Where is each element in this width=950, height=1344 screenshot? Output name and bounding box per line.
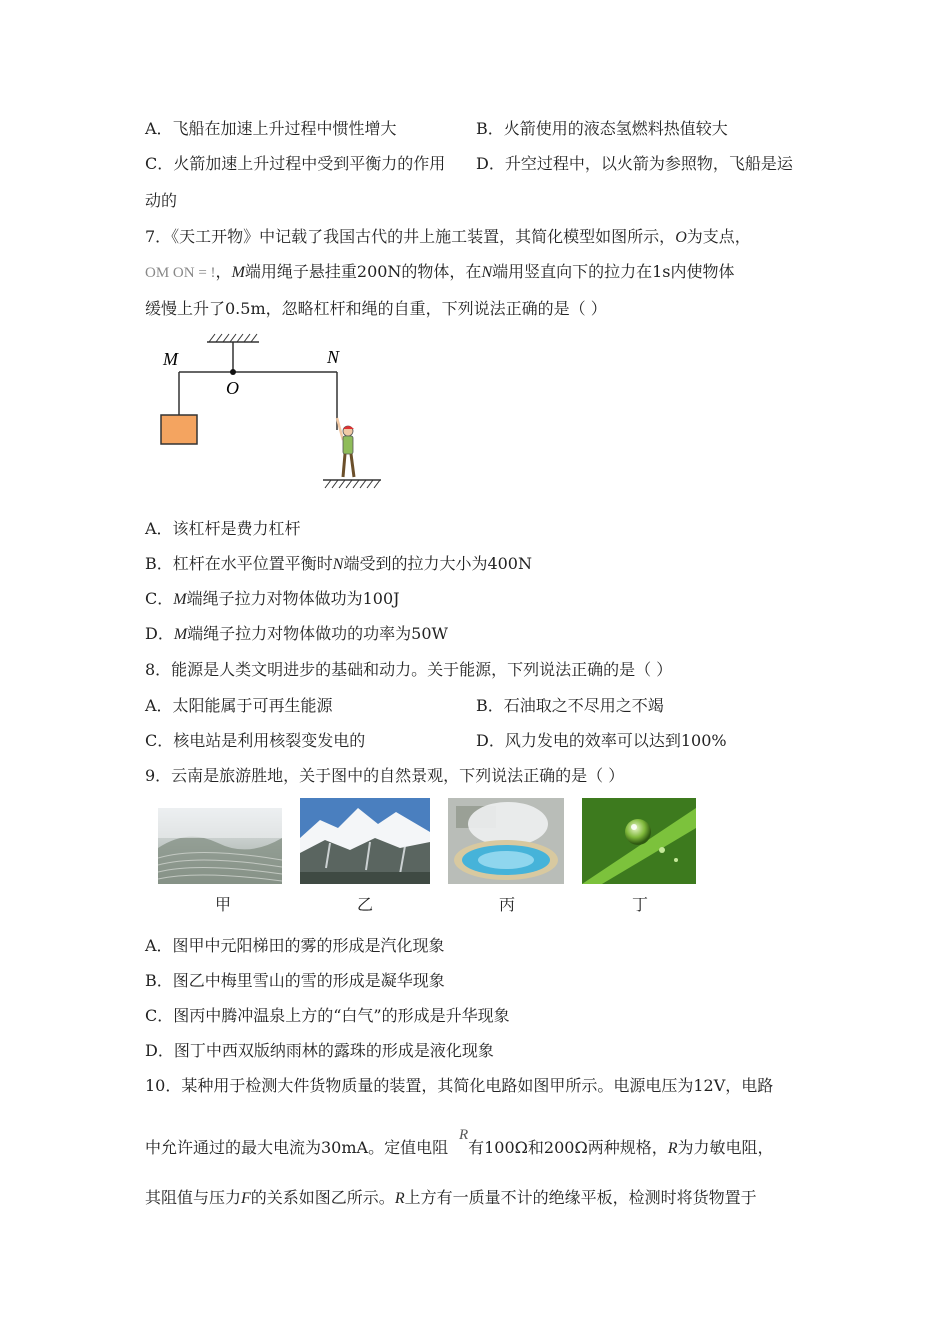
q7-stem-line2: OM ON = !，M端用绳子悬挂重200N的物体，在N端用竖直向下的拉力在1s内使物体 xyxy=(145,262,735,281)
q7-option-text: 端绳子拉力对物体做功的功率为50W xyxy=(187,624,448,643)
weight-box xyxy=(161,415,197,444)
q10-floating-r: R xyxy=(459,1127,469,1143)
q7-stem-text: 端用竖直向下的拉力在1s内使物体 xyxy=(492,262,735,281)
q7-option-text: B．杠杆在水平位置平衡时 xyxy=(145,554,333,573)
q6-option-d: D．升空过程中，以火箭为参照物，飞船是运 xyxy=(476,154,793,173)
person-figure xyxy=(337,418,354,477)
q10-var-f: F xyxy=(241,1190,251,1207)
q10-stem-text: 为力敏电阻， xyxy=(677,1138,774,1157)
q9-option-b: B．图乙中梅里雪山的雪的形成是凝华现象 xyxy=(145,971,445,990)
q7-ratio-formula: OM ON = ! xyxy=(145,265,216,281)
q9-option-a: A．图甲中元阳梯田的雾的形成是汽化现象 xyxy=(145,936,445,955)
q7-option-text: C． xyxy=(145,589,174,608)
q9-option-c: C．图丙中腾冲温泉上方的“白气”的形成是升华现象 xyxy=(145,1006,510,1025)
q10-stem-text: 中允许通过的最大电流为30mA。定值电阻 xyxy=(145,1138,449,1157)
q7-option-b xyxy=(145,553,532,576)
photo-jia-terraces xyxy=(158,808,282,884)
caption-jia: 甲 xyxy=(214,895,231,914)
q6-option-b: B．火箭使用的液态氢燃料热值较大 xyxy=(476,119,728,138)
ground-hatch xyxy=(325,480,380,488)
q7-var-m: M xyxy=(173,626,188,643)
photo-ding-dew-drop xyxy=(582,798,696,884)
q10-stem-text: 的关系如图乙所示。 xyxy=(250,1188,395,1207)
caption-yi: 乙 xyxy=(356,895,373,914)
q7-option-d xyxy=(145,623,448,646)
q10-stem-text: 有100Ω和200Ω两种规格， xyxy=(468,1138,668,1157)
q10-stem-line3 xyxy=(145,1187,757,1210)
q8-option-a: A．太阳能属于可再生能源 xyxy=(145,696,333,715)
label-n: N xyxy=(327,347,340,367)
q7-option-c xyxy=(145,588,400,611)
lever-diagram xyxy=(155,330,415,495)
q7-var-m: M xyxy=(231,264,245,281)
q7-option-a: A．该杠杆是费力杠杆 xyxy=(145,519,301,538)
q9-option-d: D．图丁中西双版纳雨林的露珠的形成是液化现象 xyxy=(145,1041,494,1060)
q7-stem-text: 7．《天工开物》中记载了我国古代的井上施工装置，其简化模型如图所示， xyxy=(145,227,676,246)
q7-var-o: O xyxy=(675,229,687,246)
q7-stem-text: 端用绳子悬挂重200N的物体，在 xyxy=(244,262,482,281)
q10-stem-line1: 10．某种用于检测大件货物质量的装置，其简化电路如图甲所示。电源电压为12V，电路 xyxy=(145,1076,774,1095)
caption-ding: 丁 xyxy=(631,895,648,914)
pivot-point xyxy=(230,369,236,375)
q10-stem-text: 上方有一质量不计的绝缘平板，检测时将货物置于 xyxy=(404,1188,757,1207)
q10-var-r: R xyxy=(394,1190,405,1207)
q7-option-text: 端绳子拉力对物体做功为100J xyxy=(186,589,400,608)
q7-var-m: M xyxy=(173,591,187,608)
q6-option-c: C．火箭加速上升过程中受到平衡力的作用 xyxy=(145,154,446,173)
q7-stem-text: 为支点， xyxy=(686,227,751,246)
q6-option-a: A．飞船在加速上升过程中惯性增大 xyxy=(145,119,397,138)
photo-yi-snow-mountain xyxy=(300,798,430,884)
q10-stem-line2 xyxy=(145,1137,774,1160)
q10-var-r: R xyxy=(667,1140,678,1157)
q7-var-n: N xyxy=(481,264,493,281)
q9-stem: 9．云南是旅游胜地，关于图中的自然景观，下列说法正确的是（ ） xyxy=(145,766,625,785)
q6-option-d-continued: 动的 xyxy=(145,191,178,210)
q10-stem-text: 其阻值与压力 xyxy=(145,1188,242,1207)
q7-option-text: 端受到的拉力大小为400N xyxy=(343,554,532,573)
q8-stem: 8．能源是人类文明进步的基础和动力。关于能源，下列说法正确的是（ ） xyxy=(145,660,673,679)
label-m: M xyxy=(163,349,178,369)
photo-bing-hot-spring xyxy=(448,798,564,884)
q7-stem-line3: 缓慢上升了0.5m，忽略杠杆和绳的自重，下列说法正确的是（ ） xyxy=(145,299,607,318)
q8-option-b: B．石油取之不尽用之不竭 xyxy=(476,696,664,715)
q8-option-d: D．风力发电的效率可以达到100% xyxy=(476,731,727,750)
q7-option-text: D． xyxy=(145,624,174,643)
q7-stem-line1 xyxy=(145,226,751,249)
label-o: O xyxy=(226,378,239,398)
caption-bing: 丙 xyxy=(498,895,515,914)
q8-option-c: C．核电站是利用核裂变发电的 xyxy=(145,731,366,750)
q7-var-n: N xyxy=(332,556,344,573)
ceiling-hatch xyxy=(209,334,257,342)
